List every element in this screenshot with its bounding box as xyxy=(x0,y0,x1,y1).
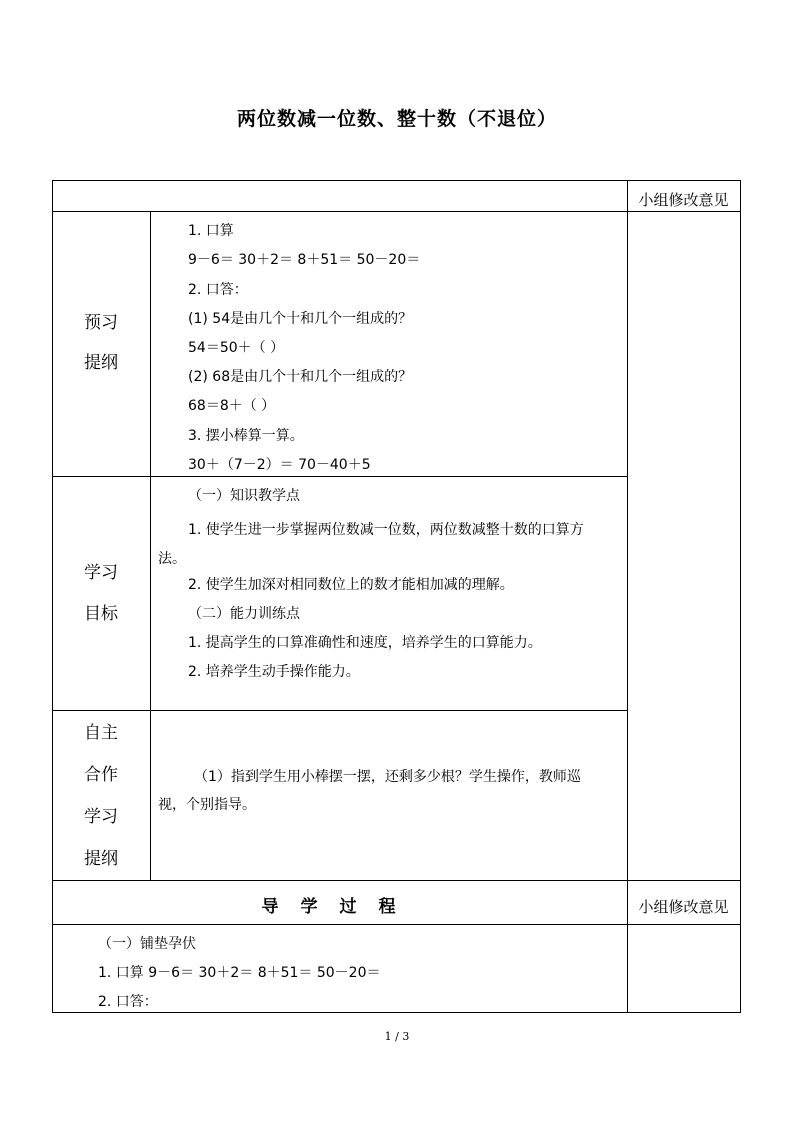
process-line: 2. 口答： xyxy=(98,994,158,1010)
preview-line: 30＋（7－2）＝ 70－40＋5 xyxy=(188,457,371,473)
table-border-top xyxy=(52,180,741,181)
process-line: 1. 口算 9－6＝ 30＋2＝ 8＋51＝ 50－20＝ xyxy=(98,965,381,981)
selfstudy-label-line1: 自主 xyxy=(84,723,118,743)
table-border-bottom xyxy=(52,1012,741,1013)
label-column-divider xyxy=(150,211,151,881)
preview-line: 68＝8＋（ ） xyxy=(188,398,276,414)
row-divider-3 xyxy=(52,710,627,711)
row-divider-4 xyxy=(52,880,741,881)
page-title: 两位数减一位数、整十数（不退位） xyxy=(236,108,557,130)
goals-line: （二）能力训练点 xyxy=(188,606,300,622)
selfstudy-text: （1）指到学生用小棒摆一摆，还剩多少根？学生操作，教师巡视，个别指导。 xyxy=(158,769,581,813)
preview-line: 1. 口算 xyxy=(188,223,234,239)
side-header-revisions-2: 小组修改意见 xyxy=(638,898,729,916)
preview-line: 54＝50＋（ ） xyxy=(188,340,285,356)
selfstudy-label-line3: 学习 xyxy=(84,807,118,827)
goals-label-line1: 学习 xyxy=(84,563,118,583)
preview-label-line1: 预习 xyxy=(84,313,118,333)
preview-line: (1) 54是由几个十和几个一组成的？ xyxy=(188,311,413,327)
goals-line: 1. 使学生进一步掌握两位数减一位数，两位数减整十数的口算方法。 xyxy=(158,522,584,567)
preview-line: 9－6＝ 30＋2＝ 8＋51＝ 50－20＝ xyxy=(188,252,421,268)
row-divider-1 xyxy=(52,211,741,212)
goals-line: 2. 培养学生动手操作能力。 xyxy=(188,664,360,680)
preview-label-line2: 提纲 xyxy=(84,353,118,373)
page-number: 1 / 3 xyxy=(384,1030,410,1043)
selfstudy-label-line4: 提纲 xyxy=(84,849,118,869)
row-divider-2 xyxy=(52,476,627,477)
preview-line: 2. 口答： xyxy=(188,282,248,298)
table-border-right xyxy=(740,180,741,1013)
selfstudy-label-line2: 合作 xyxy=(84,765,118,785)
preview-line: 3. 摆小棒算一算。 xyxy=(188,428,304,444)
process-line: （一）铺垫孕伏 xyxy=(98,936,196,952)
goals-line: （一）知识教学点 xyxy=(188,488,300,504)
side-header-revisions: 小组修改意见 xyxy=(638,191,729,209)
goals-label-line2: 目标 xyxy=(84,604,118,624)
goals-line: 1. 提高学生的口算准确性和速度，培养学生的口算能力。 xyxy=(188,635,542,651)
table-border-left xyxy=(52,180,53,1013)
preview-line: (2) 68是由几个十和几个一组成的？ xyxy=(188,369,413,385)
row-divider-5 xyxy=(52,924,741,925)
goals-line: 2. 使学生加深对相同数位上的数才能相加减的理解。 xyxy=(188,577,514,593)
process-heading: 导学过程 xyxy=(261,897,418,917)
side-column-divider xyxy=(627,180,628,1013)
